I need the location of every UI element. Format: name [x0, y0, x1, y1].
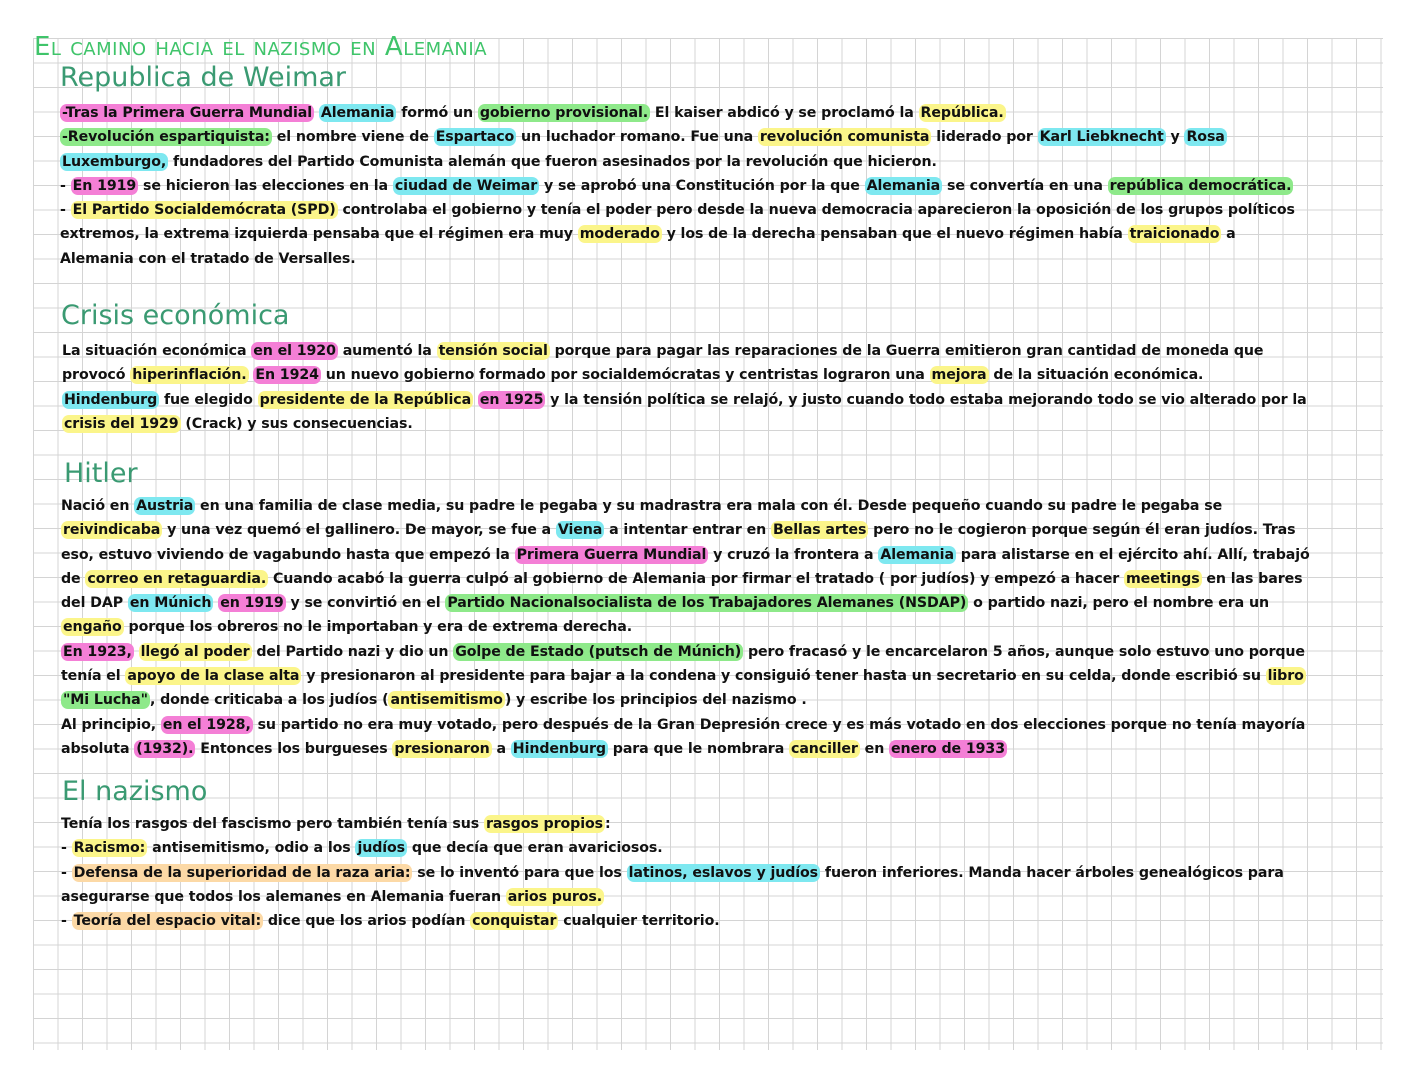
highlighted-term: ciudad de Weimar — [394, 177, 538, 194]
text-line — [61, 713, 1310, 737]
text-segment: del Partido nazi y dio un — [251, 643, 454, 660]
highlighted-term: (1932). — [136, 740, 194, 757]
highlighted-term: canciller — [791, 740, 858, 757]
text-segment: se lo inventó para que los — [412, 864, 627, 881]
highlighted-term: mejora — [931, 367, 987, 384]
highlighted-term: moderado — [579, 226, 660, 243]
page-title: El camino hacia el nazismo en Alemania — [34, 32, 488, 62]
text-segment: provocó — [62, 367, 131, 384]
highlighted-term: en 1919 — [220, 595, 284, 612]
text-segment: tenía el — [61, 668, 126, 685]
text-segment: - — [60, 177, 71, 194]
text-segment: fundadores del Partido Comunista alemán que fueron asesinados por la revolución que hicieron. — [168, 153, 937, 170]
highlighted-term: Luxemburgo, — [62, 153, 167, 170]
highlighted-term: "Mi Lucha" — [63, 692, 148, 709]
highlighted-term: El Partido Socialdemócrata (SPD) — [72, 202, 336, 219]
highlighted-term: Bellas artes — [772, 522, 867, 539]
text-segment: o partido nazi, pero el nombre era un — [968, 595, 1269, 612]
highlighted-term: Defensa de la superioridad de la raza aria: — [73, 864, 411, 881]
heading-republica-weimar: Republica de Weimar — [60, 62, 347, 93]
text-segment: que decía que eran avariciosos. — [407, 840, 663, 857]
text-segment: eso, estuvo viviendo de vagabundo hasta que empezó la — [61, 546, 515, 563]
text-segment: ) y escribe los principios del nazismo . — [504, 692, 807, 709]
text-segment: un nuevo gobierno formado por socialdemócratas y centristas lograron una — [320, 367, 930, 384]
text-line — [62, 363, 1307, 387]
text-line — [61, 737, 1310, 761]
highlighted-term: meetings — [1125, 570, 1200, 587]
highlighted-term: traicionado — [1129, 226, 1220, 243]
text-segment: un luchador romano. Fue una — [516, 129, 758, 146]
highlighted-term: presidente de la República — [259, 391, 472, 408]
text-line — [61, 640, 1310, 664]
text-line — [60, 198, 1295, 222]
highlighted-term: Hindenburg — [64, 391, 158, 408]
text-segment: fueron inferiores. Manda hacer árboles genealógicos para — [820, 864, 1284, 881]
text-segment: asegurarse que todos los alemanes en Alemania fueran — [61, 888, 506, 905]
text-segment: y presionaron al presidente para bajar a la condena y consiguió tener hasta un secretario en su celda, donde escribió su — [301, 668, 1266, 685]
text-segment: del DAP — [61, 595, 128, 612]
highlighted-term: Alemania — [320, 105, 395, 121]
section-republica-weimar-body — [60, 101, 1295, 271]
highlighted-term: -Tras la Primera Guerra Mundial — [62, 105, 312, 121]
text-segment: Nació en — [61, 498, 135, 514]
text-line — [60, 222, 1295, 246]
text-segment: pero fracasó y le encarcelaron 5 años, aunque solo estuvo uno porque — [743, 643, 1305, 660]
highlighted-term: Racismo: — [73, 840, 146, 857]
text-segment: de — [61, 570, 86, 587]
text-segment: pero no le cogieron porque según él eran judíos. Tras — [868, 522, 1296, 539]
text-segment: y se aprobó una Constitución por la que — [539, 177, 865, 194]
highlighted-term: hiperinflación. — [132, 367, 247, 384]
text-line — [61, 518, 1310, 542]
text-segment: se convertía en una — [942, 177, 1108, 194]
text-segment: porque los obreros no le importaban y era de extrema derecha. — [123, 619, 633, 636]
text-segment: (Crack) y sus consecuencias. — [180, 415, 413, 432]
heading-crisis-economica: Crisis económica — [61, 300, 290, 331]
text-line — [61, 664, 1310, 688]
text-segment: en las bares — [1201, 570, 1303, 587]
highlighted-term: Alemania — [866, 177, 941, 194]
highlighted-term: presionaron — [394, 740, 490, 757]
text-segment: controlaba el gobierno y tenía el poder pero desde la nueva democracia aparecieron la oposición de los grupos políticos — [337, 202, 1295, 219]
text-segment: formó un — [396, 105, 478, 121]
text-segment: y los de la derecha pensaban que el nuevo régimen había — [661, 226, 1128, 243]
highlighted-term: En 1923, — [63, 643, 132, 660]
text-segment: - — [61, 840, 72, 857]
highlighted-term: Espartaco — [435, 129, 515, 146]
text-segment: extremos, la extrema izquierda pensaba que el régimen era muy — [60, 226, 578, 243]
text-segment: y — [1165, 129, 1185, 146]
text-segment: a intentar entrar en — [604, 522, 771, 539]
text-segment: y una vez quemó el gallinero. De mayor, se fue a — [162, 522, 556, 539]
text-segment: el nombre viene de — [271, 129, 434, 146]
text-line — [61, 812, 1284, 836]
text-line — [61, 615, 1310, 639]
highlighted-term: En 1924 — [255, 367, 319, 384]
highlighted-term: Golpe de Estado (putsch de Múnich) — [455, 643, 742, 660]
highlighted-term: crisis del 1929 — [64, 415, 179, 432]
text-segment: para que le nombrara — [607, 740, 790, 757]
text-segment: y la tensión política se relajó, y justo cuando todo estaba mejorando todo se vio alterado por la — [545, 391, 1307, 408]
text-segment: Entonces los burgueses — [195, 740, 393, 757]
highlighted-term: Rosa — [1186, 129, 1225, 146]
heading-el-nazismo: El nazismo — [62, 776, 208, 807]
text-segment: liderado por — [931, 129, 1038, 146]
text-segment: fue elegido — [159, 391, 258, 408]
text-segment: antisemitismo, odio a los — [147, 840, 356, 857]
text-line — [60, 150, 1295, 174]
highlighted-term: República. — [920, 105, 1004, 121]
section-crisis-economica-body — [62, 339, 1307, 436]
text-line — [60, 174, 1295, 198]
heading-hitler: Hitler — [64, 458, 138, 489]
highlighted-term: libro — [1267, 668, 1304, 685]
highlighted-term: llegó al poder — [140, 643, 250, 660]
text-line — [60, 101, 1295, 125]
highlighted-term: enero de 1933 — [891, 740, 1005, 757]
text-line — [62, 412, 1307, 436]
highlighted-term: en Múnich — [129, 595, 212, 612]
text-line — [61, 567, 1310, 591]
section-hitler-body — [61, 494, 1310, 761]
section-el-nazismo-body — [61, 812, 1284, 933]
text-line — [60, 247, 1295, 271]
text-segment: El kaiser abdicó y se proclamó la — [650, 105, 919, 121]
highlighted-term: En 1919 — [72, 177, 137, 194]
text-segment: en una familia de clase media, su padre le pegaba y su madrastra era mala con él. Desde pequeño cuando su padre le pegaba se — [195, 498, 1223, 514]
text-segment: Alemania con el tratado de Versalles. — [60, 250, 356, 267]
text-segment: a — [491, 740, 511, 757]
text-segment: La situación económica — [62, 343, 252, 359]
text-line — [60, 125, 1295, 149]
highlighted-term: Karl Liebknecht — [1039, 129, 1164, 146]
text-segment: : — [604, 816, 611, 832]
text-line — [62, 388, 1307, 412]
text-segment: en — [859, 740, 890, 757]
highlighted-term: Teoría del espacio vital: — [73, 913, 262, 930]
text-segment: - — [60, 202, 71, 219]
highlighted-term: apoyo de la clase alta — [127, 668, 300, 685]
highlighted-term: judíos — [357, 840, 406, 857]
highlighted-term: Viena — [557, 522, 603, 539]
highlighted-term: república democrática. — [1109, 177, 1292, 194]
text-segment: Cuando acabó la guerra culpó al gobierno de Alemania por firmar el tratado ( por judíos) y empezó a hacer — [268, 570, 1124, 587]
highlighted-term: conquistar — [472, 913, 557, 930]
highlighted-term: latinos, eslavos y judíos — [628, 864, 819, 881]
text-segment: Al principio, — [61, 716, 161, 733]
highlighted-term: revolución comunista — [759, 129, 930, 146]
text-segment: Tenía los rasgos del fascismo pero también tenía sus — [61, 816, 484, 832]
highlighted-term: correo en retaguardia. — [87, 570, 267, 587]
text-segment — [134, 644, 139, 660]
text-segment: - — [61, 913, 72, 930]
highlighted-term: Partido Nacionalsocialista de los Trabajadores Alemanes (NSDAP) — [447, 595, 967, 612]
highlighted-term: en 1925 — [479, 391, 544, 408]
highlighted-term: Austria — [136, 498, 194, 514]
text-segment: aumentó la — [337, 343, 437, 359]
text-line — [62, 339, 1307, 363]
text-segment: para alistarse en el ejército ahí. Allí, trabajó — [955, 546, 1310, 563]
text-line — [61, 688, 1310, 712]
text-line — [61, 909, 1284, 933]
text-segment: absoluta — [61, 740, 135, 757]
highlighted-term: Alemania — [880, 546, 954, 563]
highlighted-term: Hindenburg — [512, 740, 606, 757]
text-segment: de la situación económica. — [988, 367, 1204, 384]
text-segment: su partido no era muy votado, pero después de la Gran Depresión crece y es más votado en dos elecciones porque no tenía mayoría — [252, 716, 1306, 733]
text-line — [61, 543, 1310, 567]
text-line — [61, 885, 1284, 909]
highlighted-term: rasgos propios — [485, 816, 603, 832]
highlighted-term: en el 1928, — [162, 716, 251, 733]
highlighted-term: engaño — [63, 619, 122, 636]
text-segment: cualquier territorio. — [558, 913, 720, 930]
text-segment: a — [1221, 226, 1236, 243]
highlighted-term: en el 1920 — [253, 343, 336, 359]
highlighted-term: -Revolución espartiquista: — [62, 129, 270, 146]
highlighted-term: gobierno provisional. — [479, 105, 649, 121]
text-line — [61, 861, 1284, 885]
text-line — [61, 836, 1284, 860]
text-line — [61, 494, 1310, 518]
text-segment: - — [61, 864, 72, 881]
highlighted-term: Primera Guerra Mundial — [516, 546, 707, 563]
text-segment: porque para pagar las reparaciones de la Guerra emitieron gran cantidad de moneda que — [549, 343, 1264, 359]
text-segment: dice que los arios podían — [263, 913, 471, 930]
text-segment: se hicieron las elecciones en la — [138, 177, 393, 194]
highlighted-term: antisemitismo — [390, 692, 503, 709]
highlighted-term: arios puros. — [507, 888, 602, 905]
text-segment: y se convirtió en el — [285, 595, 446, 612]
text-line — [61, 591, 1310, 615]
text-segment: y cruzó la frontera a — [708, 546, 879, 563]
highlighted-term: tensión social — [438, 343, 548, 359]
text-segment: , donde criticaba a los judíos ( — [149, 692, 389, 709]
highlighted-term: reivindicaba — [63, 522, 161, 539]
